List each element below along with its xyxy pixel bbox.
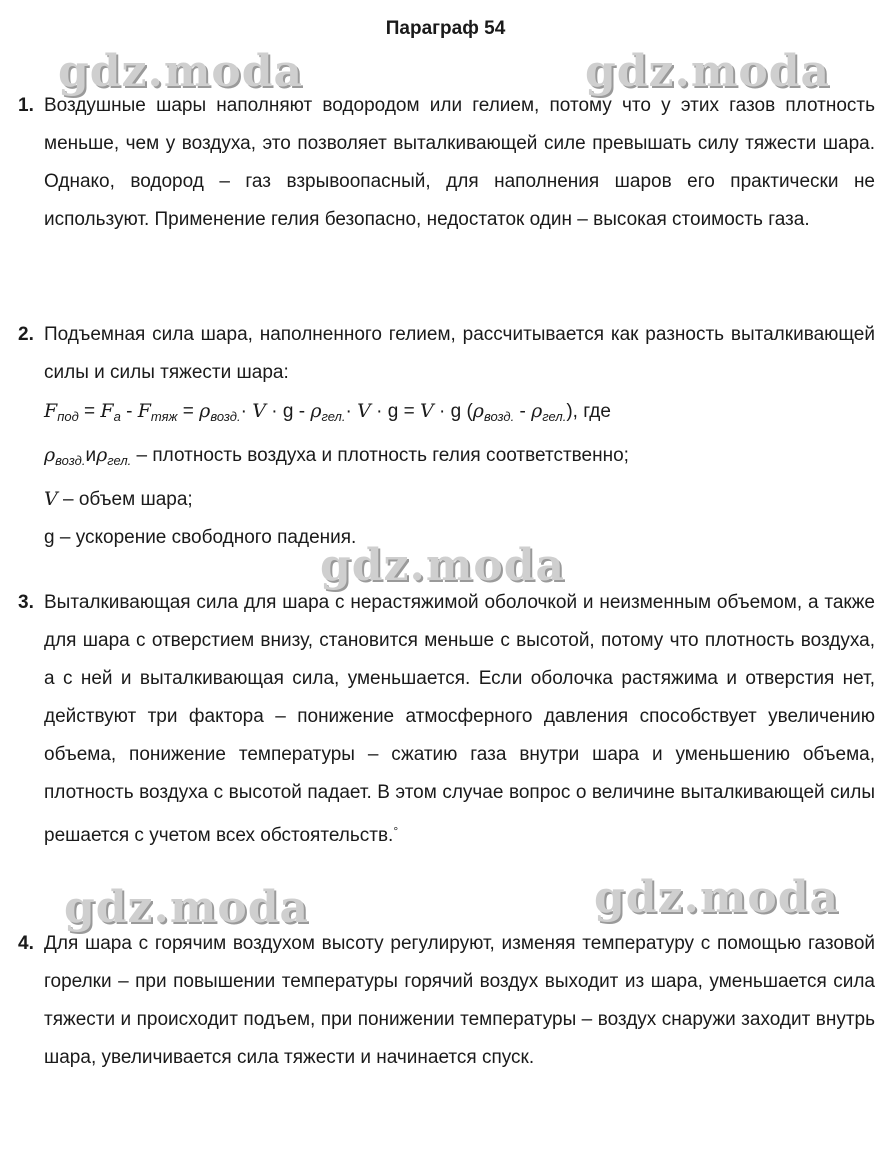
formula-lifting-force: $F_{под} = F_а - F_{тяж} = \rho_{возд.}\cdot V \cdot g - \rho_{гел.}\cdot V \cdot g = V \cdot g$ $(\rho_{возд.} - \rho_{гел.})$, где bbox=[44, 400, 611, 424]
volume-definition: V – объем шара; bbox=[44, 488, 193, 510]
rho-definition: $\rho_{возд.}и\rho_{гел.}$ – плотность воздуха и плотность гелия соответственно; bbox=[44, 444, 629, 468]
answer-item-1 bbox=[18, 87, 875, 239]
answer-item-2 bbox=[18, 316, 875, 557]
item-text: Подъемная сила шара, наполненного гелием, рассчитывается как разность выталкивающей силы и силы тяжести шара: bbox=[44, 324, 875, 383]
item-number: 4. bbox=[18, 933, 34, 954]
item-text: Для шара с горячим воздухом высоту регулируют, изменяя температуру с помощью газовой горелки – при повышении температуры горячий воздух выходит из шара, уменьшается сила тяжести и происходит подъем, при понижении температуры – воздух снаружи заходит внутрь шара, увеличивается сила тяжести и начинается спуск. bbox=[44, 933, 875, 1068]
item-number: 1. bbox=[18, 95, 34, 116]
answer-item-4 bbox=[18, 925, 875, 1077]
watermark: gdz.moda bbox=[64, 882, 310, 933]
page-title: Параграф 54 bbox=[385, 18, 506, 39]
watermark: gdz.moda bbox=[320, 540, 566, 591]
item-number: 2. bbox=[18, 324, 34, 345]
item-number: 3. bbox=[18, 592, 34, 613]
gravity-definition: g – ускорение свободного падения. bbox=[44, 527, 357, 548]
item-text: Выталкивающая сила для шара с нерастяжимой оболочкой и неизменным объемом, а также для шара с отверстием внизу, становится меньше с высотой, потому что плотность воздуха, а с ней и выталкивающая сила, уменьшается. Если оболочка растяжима и отверстия нет, действуют три фактора – понижение атмосферного давления способствует увеличению объема, понижение температуры – сжатию газа внутри шара и уменьшению объема, плотность воздуха с высотой падает. В этом случае вопрос о величине выталкивающей силы решается с учетом всех обстоятельств.° bbox=[44, 592, 875, 846]
watermark: gdz.moda bbox=[58, 46, 304, 97]
watermark: gdz.moda bbox=[594, 872, 840, 923]
watermark: gdz.moda bbox=[585, 46, 831, 97]
answer-item-3 bbox=[18, 584, 875, 855]
item-text: Воздушные шары наполняют водородом или гелием, потому что у этих газов плотность меньше, чем у воздуха, это позволяет выталкивающей силе превышать силу тяжести шара. Однако, водород – газ взрывоопасный, для наполнения шаров его практически не используют. Применение гелия безопасно, недостаток один – высокая стоимость газа. bbox=[44, 95, 875, 230]
